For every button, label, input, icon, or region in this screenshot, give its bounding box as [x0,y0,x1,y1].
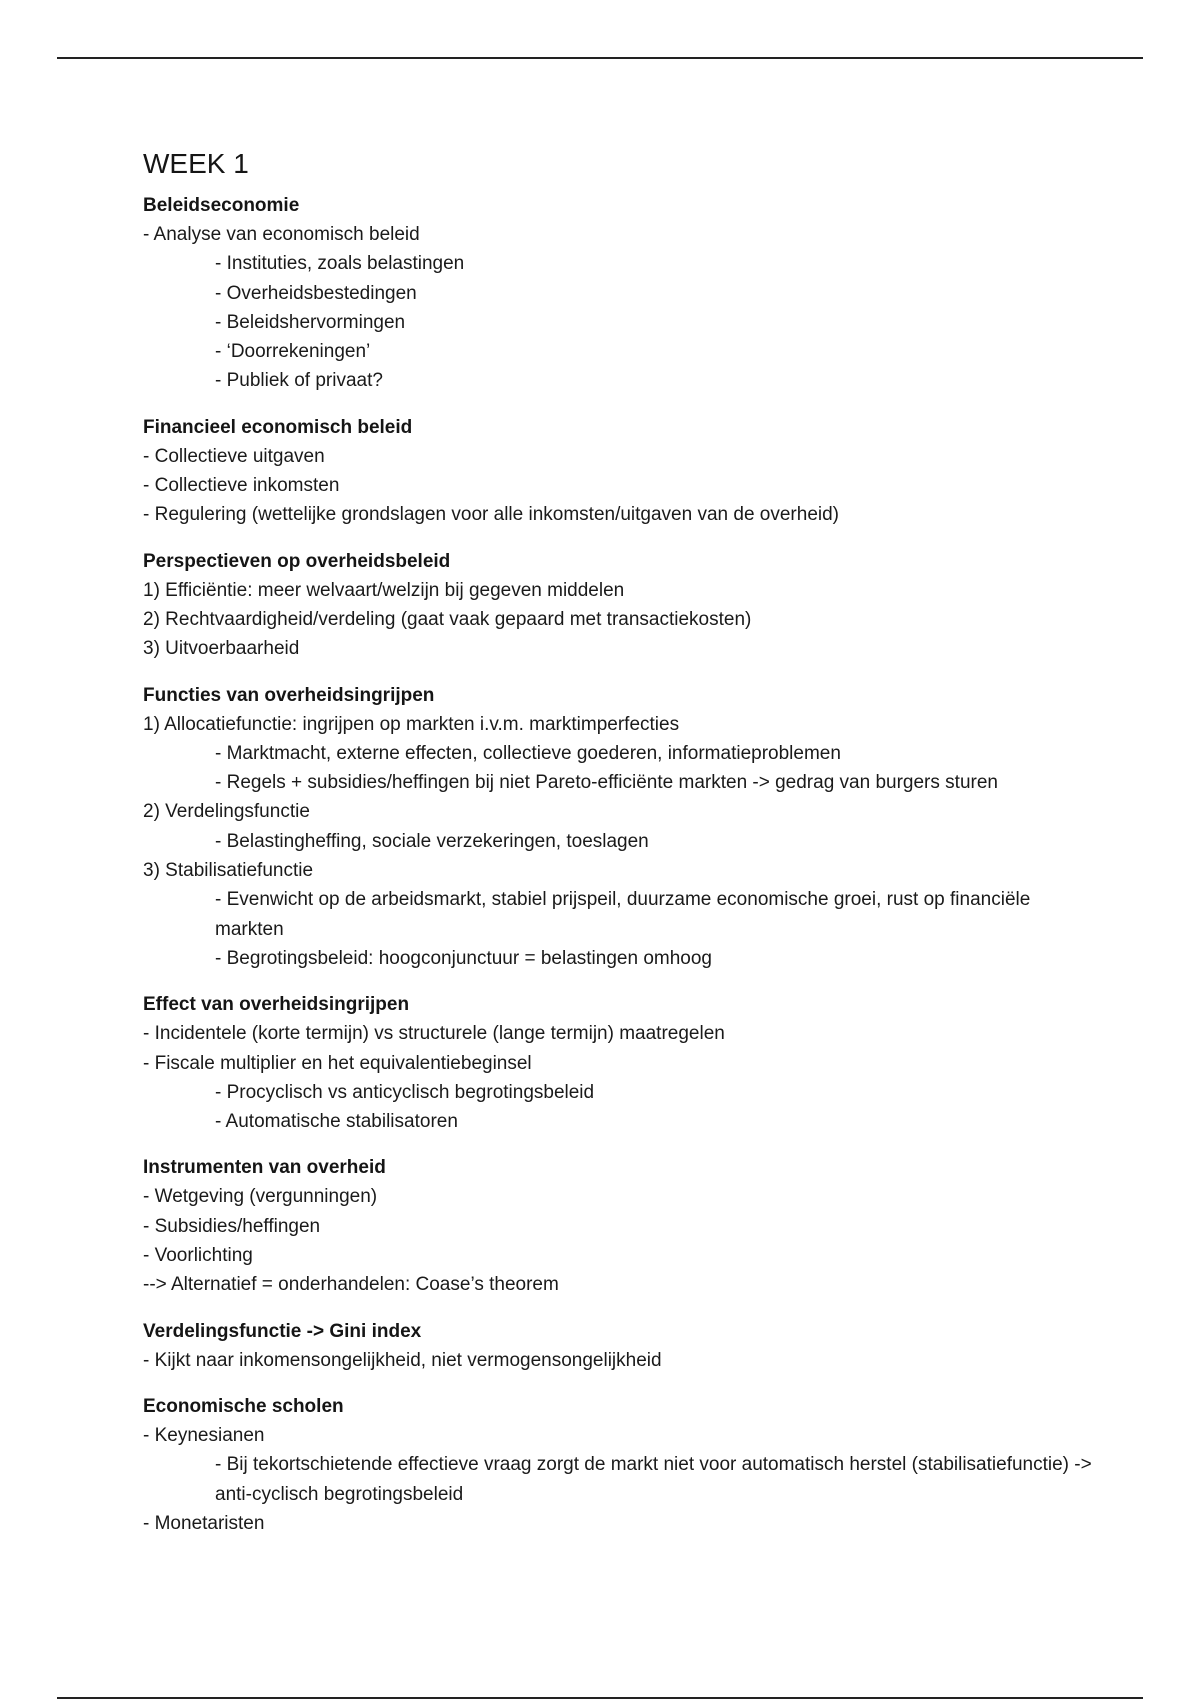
section-heading: Verdelingsfunctie -> Gini index [143,1320,422,1342]
bullet-item: - Voorlichting [143,1245,253,1267]
sub-bullet-item: - Regels + subsidies/heffingen bij niet Pareto-efficiënte markten -> gedrag van burgers sturen [215,772,998,794]
section-heading: Economische scholen [143,1395,344,1417]
section-heading: Beleidseconomie [143,195,300,216]
sub-bullet-item: - Overheidsbestedingen [215,282,417,304]
bullet-item: - Regulering (wettelijke grondslagen voor alle inkomsten/uitgaven van de overheid) [143,504,840,526]
section [143,547,1103,664]
sub-bullet-item: - Marktmacht, externe effecten, collectieve goederen, informatieproblemen [215,742,841,764]
sub-bullet-item: - Belastingheffing, sociale verzekeringen, toeslagen [215,830,649,852]
bullet-item: - Fiscale multiplier en het equivalentiebeginsel [143,1052,532,1074]
page-title: WEEK 1 [143,148,249,179]
bullet-item: - Wetgeving (vergunningen) [143,1186,378,1208]
section [143,1153,1103,1299]
bullet-item: - Collectieve uitgaven [143,445,325,467]
sub-bullet-item: - Procyclisch vs anticyclisch begrotingsbeleid [215,1081,595,1103]
bullet-item: 3) Stabilisatiefunctie [143,860,314,882]
sub-bullet-item: - Beleidshervormingen [215,311,406,333]
sections-container [143,191,1103,1538]
bullet-item: 3) Uitvoerbaarheid [143,638,300,660]
section-heading: Financieel economisch beleid [143,416,413,438]
sub-bullet-item: - ‘Doorrekeningen’ [215,341,371,363]
bullet-item: - Kijkt naar inkomensongelijkheid, niet vermogensongelijkheid [143,1349,662,1371]
bullet-item: - Analyse van economisch beleid [143,224,420,245]
section-heading: Instrumenten van overheid [143,1157,386,1179]
section [143,1317,1103,1375]
section-heading: Effect van overheidsingrijpen [143,994,410,1016]
sub-bullet-item: - Instituties, zoals belastingen [215,253,465,275]
document-body [143,145,1103,1555]
section [143,681,1103,974]
sub-bullet-item: - Bij tekortschietende effectieve vraag zorgt de markt niet voor automatisch herstel (stabilisatiefunctie) -> anti-cyclisch begrotingsbeleid [215,1454,1092,1505]
sub-bullet-item: - Begrotingsbeleid: hoogconjunctuur = belastingen omhoog [215,947,712,969]
bullet-item: - Keynesianen [143,1424,265,1446]
bullet-item: 2) Rechtvaardigheid/verdeling (gaat vaak gepaard met transactiekosten) [143,608,752,630]
bullet-item: 1) Allocatiefunctie: ingrijpen op markten i.v.m. marktimperfecties [143,713,680,735]
section [143,191,1103,396]
bullet-item: 1) Efficiëntie: meer welvaart/welzijn bij gegeven middelen [143,579,625,601]
bullet-item: - Subsidies/heffingen [143,1215,321,1237]
section [143,413,1103,530]
bullet-item: 2) Verdelingsfunctie [143,801,310,823]
section-heading: Perspectieven op overheidsbeleid [143,550,451,572]
bullet-item: - Collectieve inkomsten [143,475,340,497]
bullet-item: - Incidentele (korte termijn) vs structurele (lange termijn) maatregelen [143,1023,725,1045]
bullet-item: - Monetaristen [143,1512,265,1534]
footer-rule [57,1697,1143,1699]
header-rule [57,57,1143,59]
section-heading: Functies van overheidsingrijpen [143,684,435,706]
section [143,990,1103,1136]
section [143,1392,1103,1538]
bullet-item: --> Alternatief = onderhandelen: Coase’s theorem [143,1274,559,1296]
sub-bullet-item: - Automatische stabilisatoren [215,1111,458,1133]
sub-bullet-item: - Publiek of privaat? [215,370,383,392]
sub-bullet-item: - Evenwicht op de arbeidsmarkt, stabiel prijspeil, duurzame economische groei, rust op financiële markten [215,889,1031,940]
